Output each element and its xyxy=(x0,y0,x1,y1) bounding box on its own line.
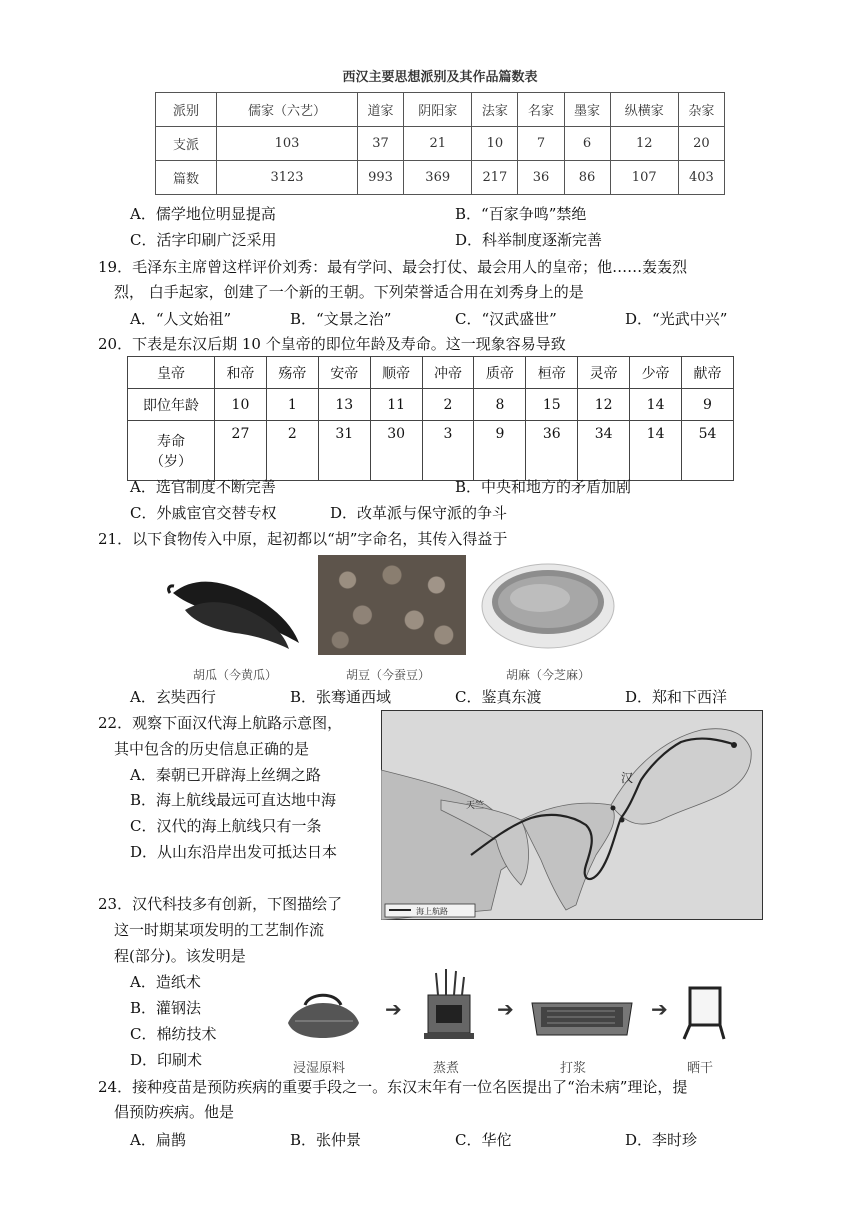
q23-stem-line3: 程(部分)。该发明是 xyxy=(114,947,246,965)
table-cell: 纵横家 xyxy=(610,93,678,127)
arrow-right-icon: ➔ xyxy=(651,997,668,1021)
table-cell: 86 xyxy=(564,161,610,195)
table-cell: 217 xyxy=(472,161,518,195)
table-cell: 殇帝 xyxy=(266,357,318,389)
arrow-right-icon: ➔ xyxy=(385,997,402,1021)
table-cell: 杂家 xyxy=(678,93,724,127)
cucumber-image xyxy=(165,565,305,655)
table-cell: 34 xyxy=(578,421,630,481)
table-cell: 369 xyxy=(404,161,472,195)
q22-option-a: A．秦朝已开辟海上丝绸之路 xyxy=(130,766,321,784)
q18-option-a: A．儒学地位明显提高 xyxy=(130,205,276,223)
q21-stem: 21．以下食物传入中原，起初都以“胡”字命名，其传入得益于 xyxy=(98,530,508,548)
pulping-image xyxy=(527,993,637,1041)
table-cell: 2 xyxy=(422,389,474,421)
table-cell: 少帝 xyxy=(630,357,682,389)
table-cell: 8 xyxy=(474,389,526,421)
q22-option-b: B．海上航线最远可直达地中海 xyxy=(130,791,337,809)
q21-option-d: D．郑和下西洋 xyxy=(625,688,728,706)
q20-option-d: D．改革派与保守派的争斗 xyxy=(330,504,508,522)
table-cell: 9 xyxy=(474,421,526,481)
table-cell: 31 xyxy=(318,421,370,481)
table-cell: 37 xyxy=(358,127,404,161)
q24-stem-line2: 倡预防疾病。他是 xyxy=(114,1103,235,1121)
q23-option-b: B．灌钢法 xyxy=(130,999,202,1017)
sesame-caption: 胡麻（今芝麻） xyxy=(506,668,591,682)
table-cell: 质帝 xyxy=(474,357,526,389)
table-cell: 6 xyxy=(564,127,610,161)
bean-caption: 胡豆（今蚕豆） xyxy=(346,668,431,682)
q23-stem-line2: 这一时期某项发明的工艺制作流 xyxy=(114,921,325,939)
arrow-right-icon: ➔ xyxy=(497,997,514,1021)
q24-option-a: A．扁鹊 xyxy=(130,1131,186,1149)
table1-caption: 西汉主要思想派别及其作品篇数表 xyxy=(342,70,538,85)
step-boil-label: 蒸煮 xyxy=(433,1061,460,1076)
table-cell: 10 xyxy=(215,389,267,421)
q24-stem-line1: 24．接种疫苗是预防疾病的重要手段之一。东汉末年有一位名医提出了“治未病”理论，提 xyxy=(98,1078,688,1096)
table-cell: 11 xyxy=(370,389,422,421)
table-cell: 派别 xyxy=(156,93,217,127)
q23-option-a: A．造纸术 xyxy=(130,973,201,991)
q22-stem-line2: 其中包含的历史信息正确的是 xyxy=(114,740,310,758)
table-cell: 54 xyxy=(682,421,734,481)
table-cell: 即位年龄 xyxy=(128,389,215,421)
table-cell: 107 xyxy=(610,161,678,195)
table-cell: 10 xyxy=(472,127,518,161)
q23-stem-line1: 23．汉代科技多有创新，下图描绘了 xyxy=(98,895,343,913)
table-cell: 15 xyxy=(526,389,578,421)
table-cell: 和帝 xyxy=(215,357,267,389)
table-cell: 名家 xyxy=(518,93,564,127)
table-cell xyxy=(128,421,215,481)
q22-option-d: D．从山东沿岸出发可抵达日本 xyxy=(130,843,338,861)
table-cell: 9 xyxy=(682,389,734,421)
han-label: 汉 xyxy=(621,771,634,785)
q23-option-d: D．印刷术 xyxy=(130,1051,203,1069)
q24-option-d: D．李时珍 xyxy=(625,1131,698,1149)
table-cell: 12 xyxy=(610,127,678,161)
table-cell: 冲帝 xyxy=(422,357,474,389)
table-cell: 顺帝 xyxy=(370,357,422,389)
table-cell: 阴阳家 xyxy=(404,93,472,127)
life-label: 寿命 xyxy=(157,433,185,450)
table-cell: 27 xyxy=(215,421,267,481)
step-pulp-label: 打浆 xyxy=(560,1061,587,1076)
table-cell: 桓帝 xyxy=(526,357,578,389)
table-cell: 支派 xyxy=(156,127,217,161)
q18-option-c: C．活字印刷广泛采用 xyxy=(130,231,277,249)
table-cell: 篇数 xyxy=(156,161,217,195)
q20-option-b: B．中央和地方的矛盾加剧 xyxy=(455,478,632,496)
emperors-table xyxy=(127,356,734,481)
q24-option-b: B．张仲景 xyxy=(290,1131,362,1149)
q21-option-a: A．玄奘西行 xyxy=(130,688,216,706)
q22-option-c: C．汉代的海上航线只有一条 xyxy=(130,817,322,835)
table-cell: 14 xyxy=(630,389,682,421)
q21-option-b: B．张骞通西域 xyxy=(290,688,392,706)
table-cell: 103 xyxy=(217,127,358,161)
map-legend-label: 海上航路 xyxy=(416,907,448,916)
cucumber-caption: 胡瓜（今黄瓜） xyxy=(193,668,278,682)
table-cell: 12 xyxy=(578,389,630,421)
q21-option-c: C．鉴真东渡 xyxy=(455,688,542,706)
life-unit: （岁） xyxy=(150,453,192,470)
boiling-image xyxy=(420,963,478,1043)
broad-bean-image xyxy=(318,555,466,655)
q18-option-b: B．“百家争鸣”禁绝 xyxy=(455,205,587,223)
q20-stem: 20．下表是东汉后期 10 个皇帝的即位年龄及寿命。这一现象容易导致 xyxy=(98,335,566,353)
table-cell: 安帝 xyxy=(318,357,370,389)
q19-option-c: C．“汉武盛世” xyxy=(455,310,557,328)
table-cell: 2 xyxy=(266,421,318,481)
q24-option-c: C．华佗 xyxy=(455,1131,512,1149)
han-maritime-route-map xyxy=(381,710,763,920)
table-cell: 1 xyxy=(266,389,318,421)
q23-option-c: C．棉纺技术 xyxy=(130,1025,217,1043)
table-cell: 墨家 xyxy=(564,93,610,127)
q19-option-b: B．“文景之治” xyxy=(290,310,392,328)
table-cell: 7 xyxy=(518,127,564,161)
tianzhu-label: 天竺 xyxy=(466,801,485,811)
table-cell: 21 xyxy=(404,127,472,161)
q20-option-a: A．选官制度不断完善 xyxy=(130,478,276,496)
step-dry-label: 晒干 xyxy=(687,1061,714,1076)
q19-stem-line2: 烈， 白手起家，创建了一个新的王朝。下列荣誉适合用在刘秀身上的是 xyxy=(114,283,584,301)
q20-option-c: C．外戚宦官交替专权 xyxy=(130,504,277,522)
table-cell: 3123 xyxy=(217,161,358,195)
drying-image xyxy=(678,983,728,1043)
table-cell: 灵帝 xyxy=(578,357,630,389)
q19-stem-line1: 19．毛泽东主席曾这样评价刘秀：最有学问、最会打仗、最会用人的皇帝；他……轰轰烈 xyxy=(98,258,688,276)
sesame-image xyxy=(478,558,618,653)
table-cell: 皇帝 xyxy=(128,357,215,389)
table-cell: 道家 xyxy=(358,93,404,127)
table-cell: 36 xyxy=(526,421,578,481)
table-cell: 法家 xyxy=(472,93,518,127)
table-cell: 403 xyxy=(678,161,724,195)
soaking-materials-image xyxy=(283,983,363,1041)
table-cell: 3 xyxy=(422,421,474,481)
step-soak-label: 浸湿原料 xyxy=(293,1061,346,1076)
table-cell: 36 xyxy=(518,161,564,195)
table-cell: 20 xyxy=(678,127,724,161)
thought-schools-table xyxy=(155,92,725,195)
q19-option-d: D．“光武中兴” xyxy=(625,310,728,328)
table-cell: 儒家（六艺） xyxy=(217,93,358,127)
table-cell: 13 xyxy=(318,389,370,421)
q18-option-d: D．科举制度逐渐完善 xyxy=(455,231,603,249)
table-cell: 献帝 xyxy=(682,357,734,389)
q19-option-a: A．“人文始祖” xyxy=(130,310,232,328)
table-cell: 14 xyxy=(630,421,682,481)
table-cell: 30 xyxy=(370,421,422,481)
q22-stem-line1: 22．观察下面汉代海上航路示意图， xyxy=(98,714,343,732)
table-cell: 993 xyxy=(358,161,404,195)
